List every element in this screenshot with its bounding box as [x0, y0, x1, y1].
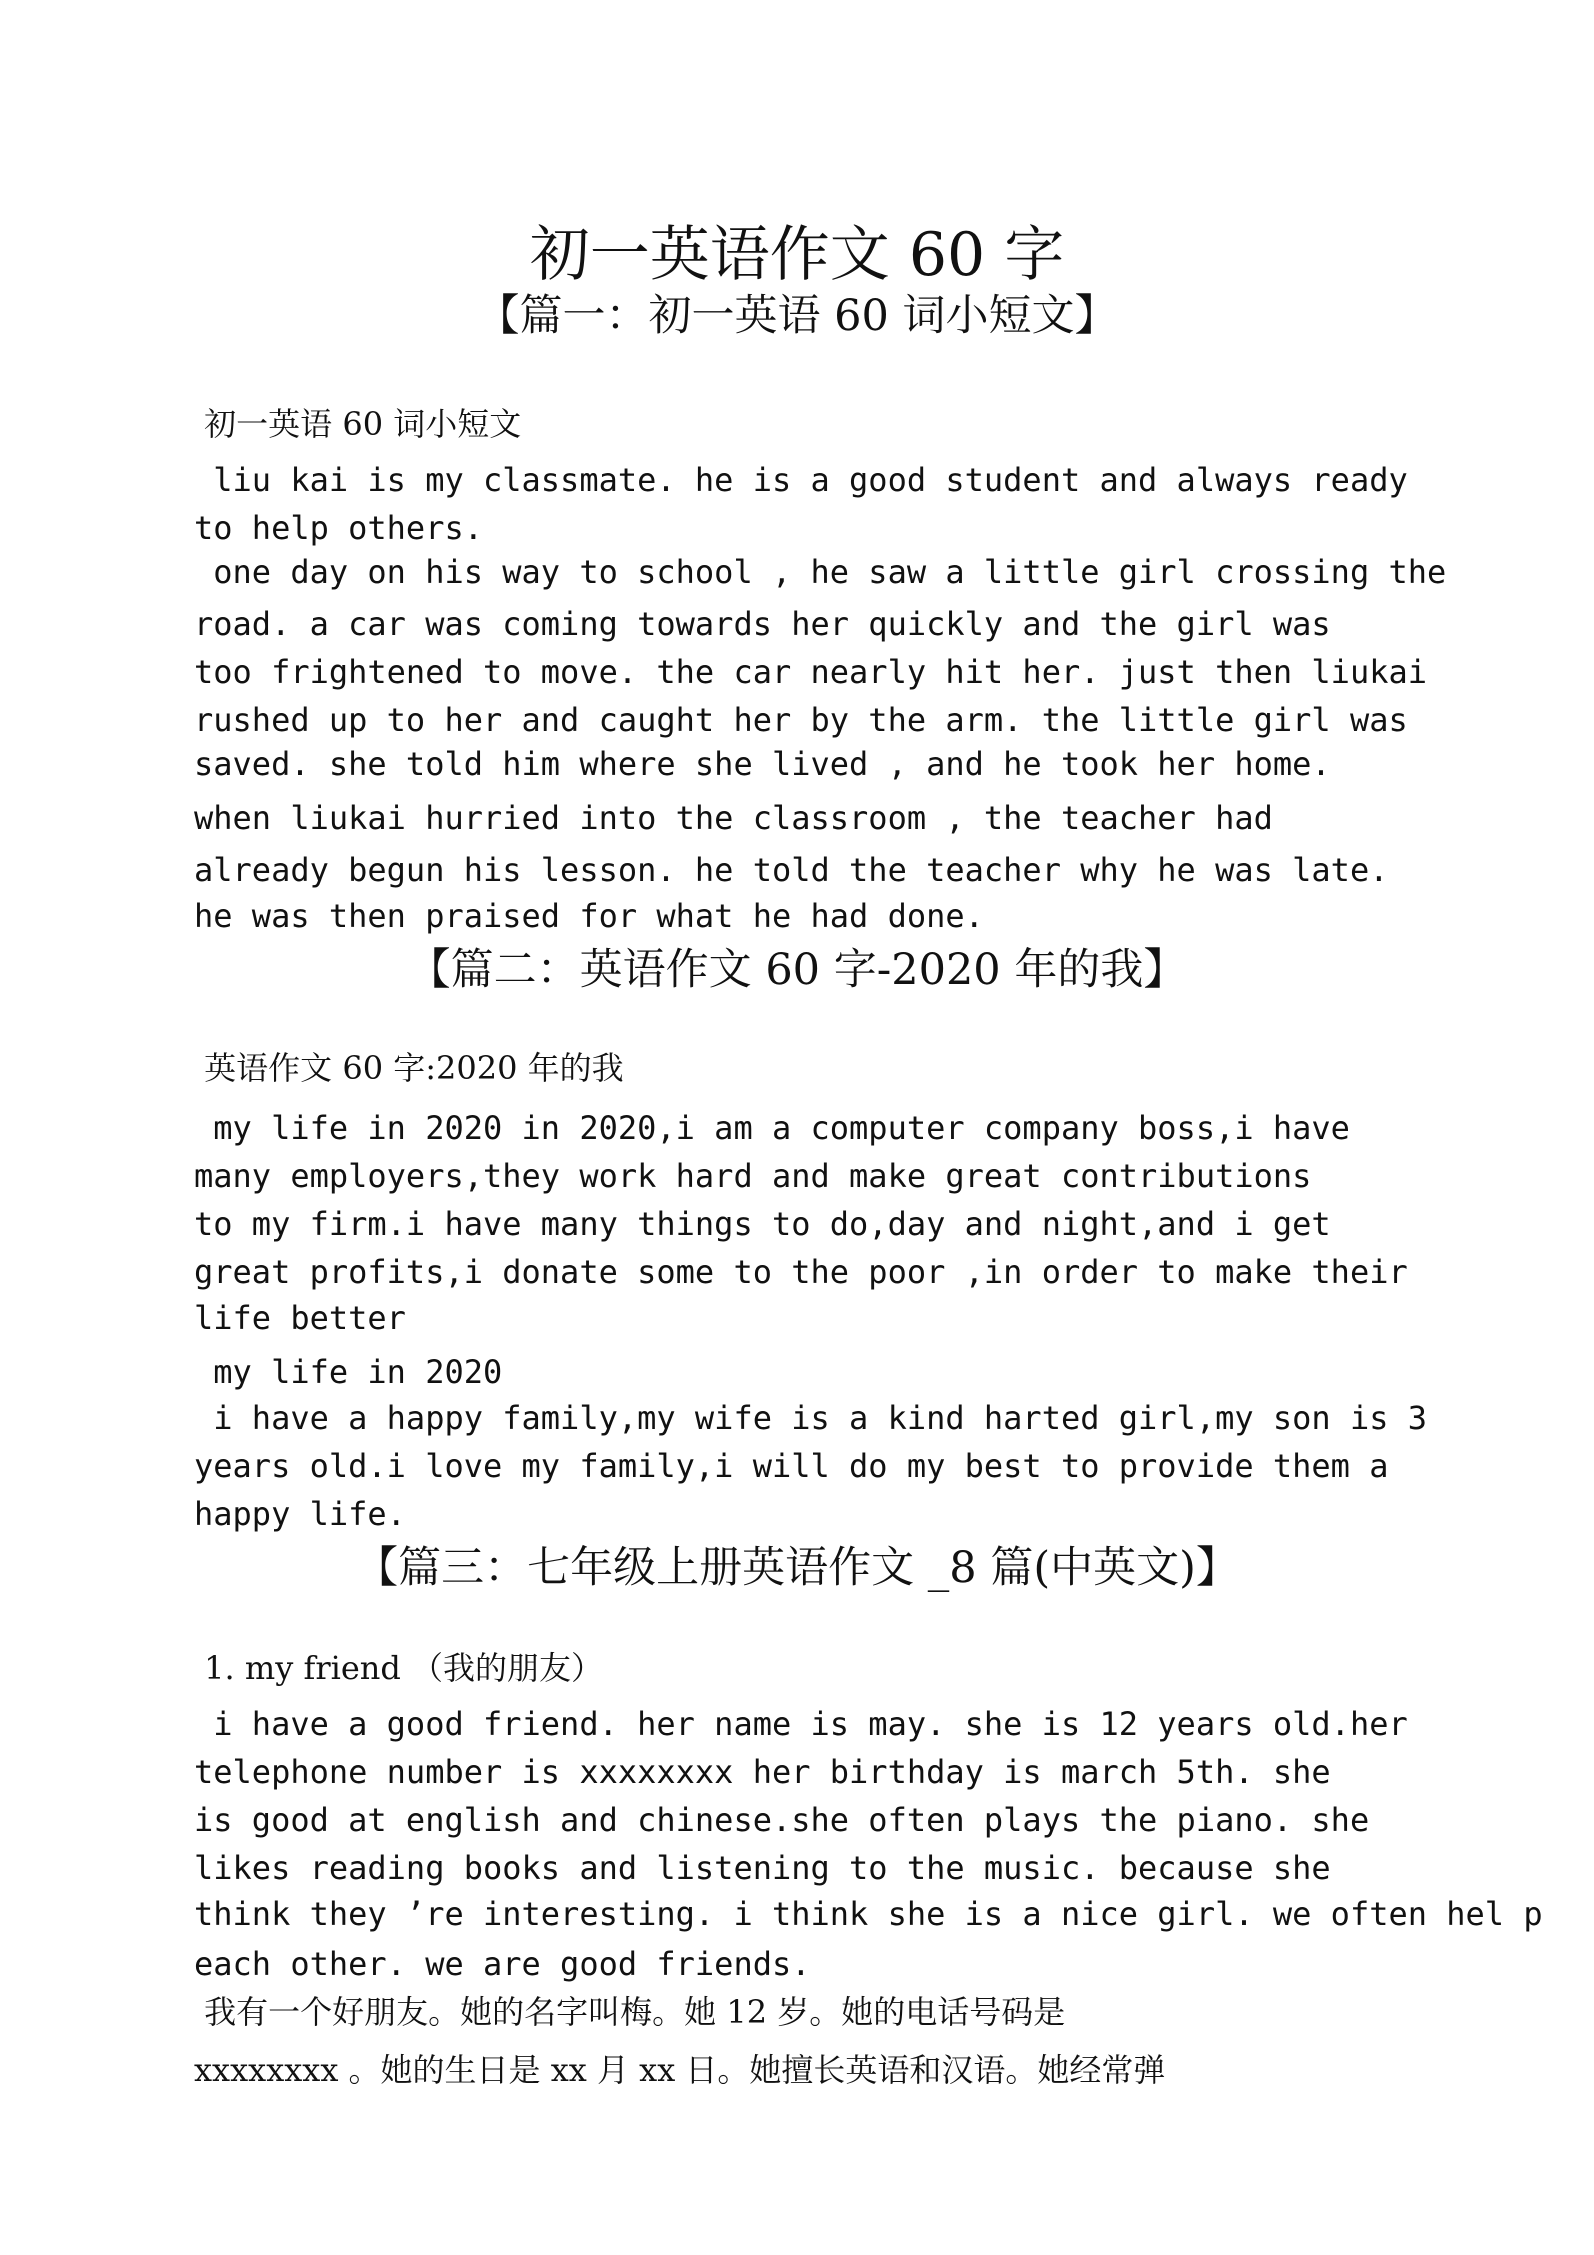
text-line: each other. we are good friends. [194, 1945, 811, 1983]
text-line: already begun his lesson. he told the teacher why he was late. [194, 851, 1389, 889]
text-line: 初一英语 60 词小短文 [194, 405, 522, 443]
text-line: to help others. [194, 509, 483, 547]
text-line: many employers,they work hard and make great contributions [194, 1157, 1312, 1195]
text-line: when liukai hurried into the classroom , the teacher had [194, 799, 1273, 837]
text-line: think they ’re interesting. i think she is a nice girl. we often hel p [194, 1895, 1543, 1933]
text-line: i have a good friend. her name is may. she is 12 years old.her [194, 1705, 1408, 1743]
text-line: happy life. [194, 1495, 406, 1533]
section-heading-2: 【篇二：英语作文 60 字-2020 年的我】 [407, 945, 1187, 995]
text-line: xxxxxxxx 。她的生日是 xx 月 xx 日。她擅长英语和汉语。她经常弹 [194, 2051, 1166, 2089]
text-line: rushed up to her and caught her by the arm. the little girl was [194, 701, 1408, 739]
text-line: liu kai is my classmate. he is a good student and always ready [194, 461, 1408, 499]
section-heading-3: 【篇三：七年级上册英语作文 _8 篇(中英文)】 [355, 1543, 1239, 1593]
text-line: my life in 2020 in 2020,i am a computer company boss,i have [194, 1109, 1350, 1147]
text-line: years old.i love my family,i will do my best to provide them a [194, 1447, 1389, 1485]
text-line: to my firm.i have many things to do,day and night,and i get [194, 1205, 1331, 1243]
text-line: too frightened to move. the car nearly hit her. just then liukai [194, 653, 1427, 691]
text-line: one day on his way to school , he saw a little girl crossing the [194, 553, 1447, 591]
text-line: saved. she told him where she lived , and he took her home. [194, 745, 1331, 783]
text-line: 我有一个好朋友。她的名字叫梅。她 12 岁。她的电话号码是 [194, 1993, 1066, 2031]
text-line: road. a car was coming towards her quickly and the girl was [194, 605, 1331, 643]
text-line: 英语作文 60 字:2020 年的我 [194, 1049, 624, 1087]
document-title: 初一英语作文 60 字 [529, 220, 1065, 290]
text-line: 1. my friend （我的朋友） [194, 1649, 604, 1687]
text-line: i have a happy family,my wife is a kind harted girl,my son is 3 [194, 1399, 1427, 1437]
text-line: great profits,i donate some to the poor ,in order to make their [194, 1253, 1408, 1291]
text-line: he was then praised for what he had done. [194, 897, 984, 935]
text-line: is good at english and chinese.she often plays the piano. she [194, 1801, 1370, 1839]
section-heading-1: 【篇一：初一英语 60 词小短文】 [476, 291, 1118, 341]
text-line: my life in 2020 [194, 1353, 503, 1391]
text-line: life better [194, 1299, 406, 1337]
text-line: telephone number is xxxxxxxx her birthday is march 5th. she [194, 1753, 1331, 1791]
text-line: likes reading books and listening to the music. because she [194, 1849, 1331, 1887]
